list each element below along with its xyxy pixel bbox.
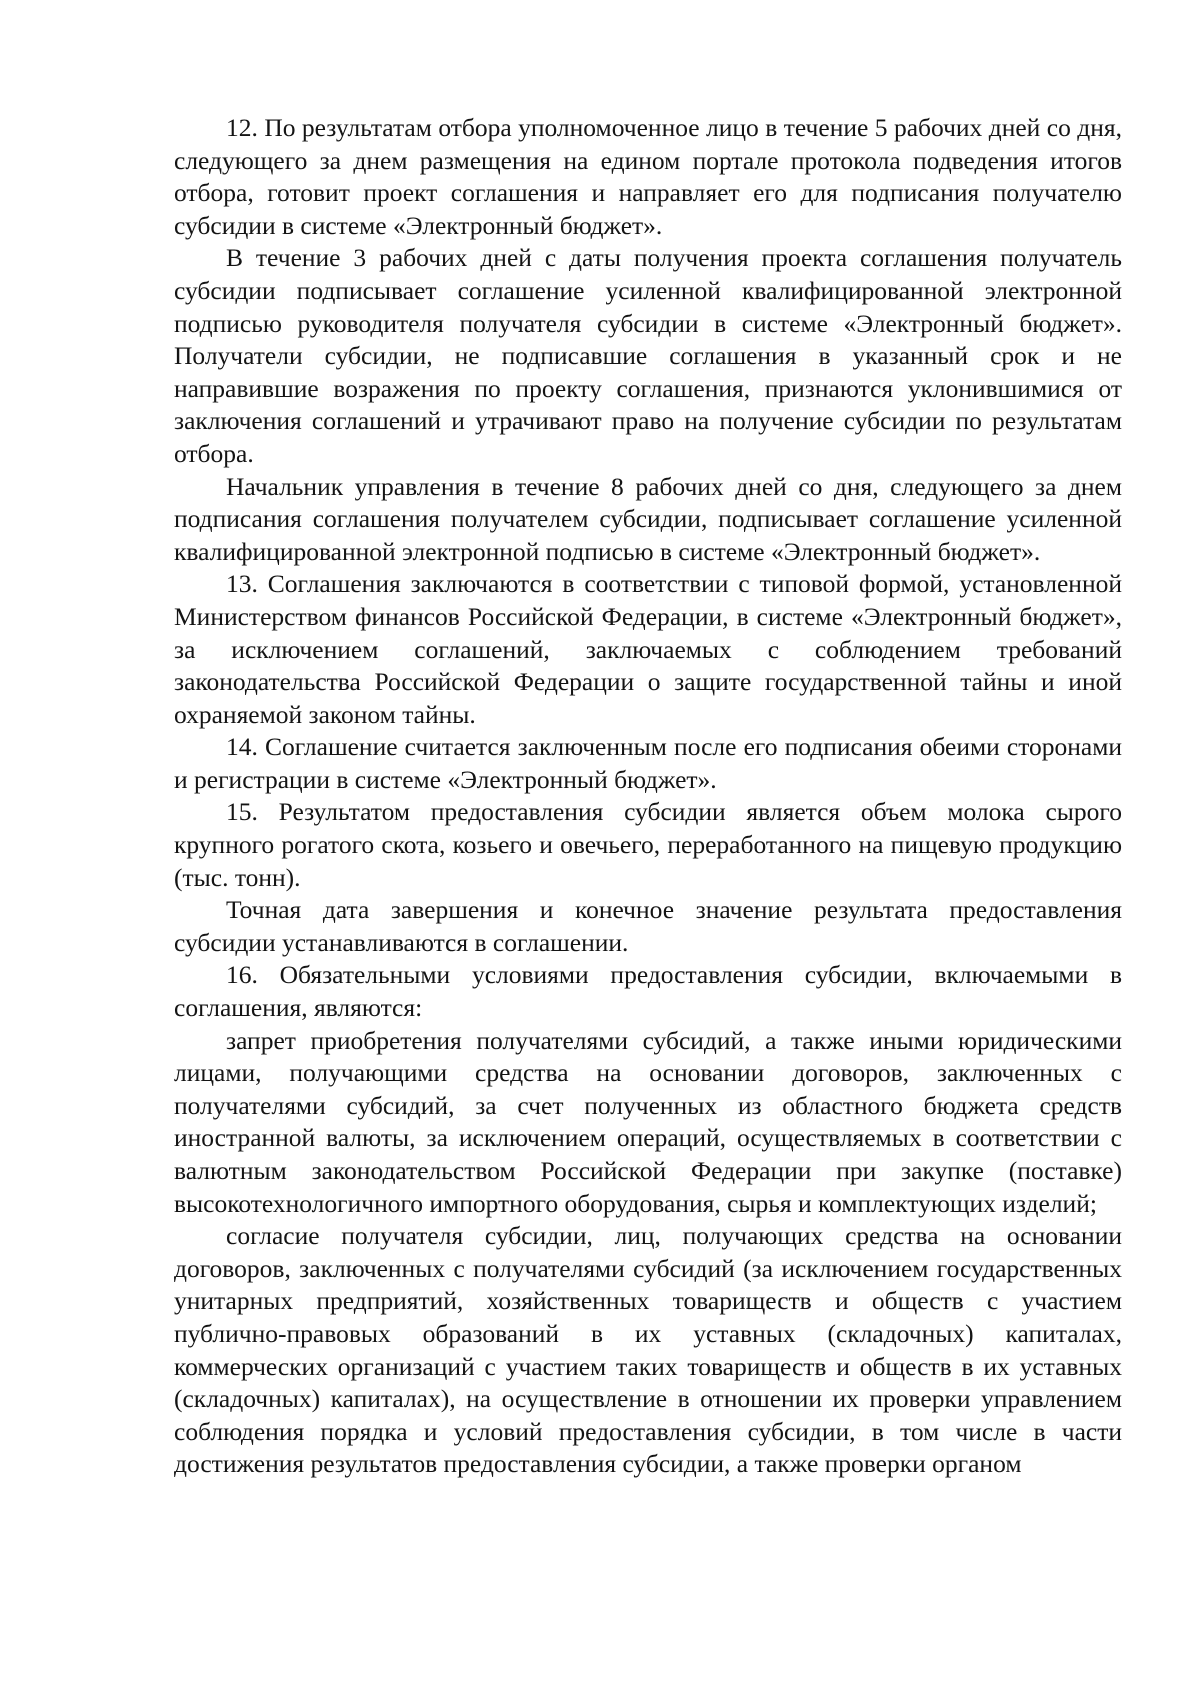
document-page	[174, 112, 1122, 1481]
paragraph-consent: согласие получателя субсидии, лиц, получающих средства на основании договоров, заключенных с получателями субсидий (за исключением государственных унитарных предприятий, хозяйственных товариществ и обществ с участием публично-правовых образований в их уставных (складочных) капиталах, коммерческих организаций с участием таких товариществ и обществ в их уставных (складочных) капиталах), на осуществление в отношении их проверки управлением соблюдения порядка и условий предоставления субсидии, в том числе в части достижения результатов предоставления субсидии, а также проверки органом	[174, 1221, 1122, 1479]
paragraph-16: 16. Обязательными условиями предоставления субсидии, включаемыми в соглашения, являются:	[174, 960, 1122, 1023]
paragraph-12: 12. По результатам отбора уполномоченное лицо в течение 5 рабочих дней со дня, следующего за днем размещения на едином портале протокола подведения итогов отбора, готовит проект соглашения и направляет его для подписания получателю субсидии в системе «Электронный бюджет».	[174, 113, 1122, 240]
paragraph-currency-ban: запрет приобретения получателями субсидий, а также иными юридическими лицами, получающими средства на основании договоров, заключенных с получателями субсидий, за счет полученных из областного бюджета средств иностранной валюты, за исключением операций, осуществляемых в соответствии с валютным законодательством Российской Федерации при закупке (поставке) высокотехнологичного импортного оборудования, сырья и комплектующих изделий;	[174, 1025, 1122, 1218]
paragraph-result-date: Точная дата завершения и конечное значение результата предоставления субсидии устанавливаются в соглашении.	[174, 895, 1122, 957]
paragraph-signing-term: В течение 3 рабочих дней с даты получения проекта соглашения получатель субсидии подписывает соглашение усиленной квалифицированной электронной подписью руководителя получателя субсидии в системе «Электронный бюджет». Получатели субсидии, не подписавшие соглашения в указанный срок и не направившие возражения по проекту соглашения, признаются уклонившимися от заключения соглашений и утрачивают право на получение субсидии по результатам отбора.	[174, 243, 1122, 468]
paragraph-13: 13. Соглашения заключаются в соответствии с типовой формой, установленной Министерством финансов Российской Федерации, в системе «Электронный бюджет», за исключением соглашений, заключаемых с соблюдением требований законодательства Российской Федерации о защите государственной тайны и иной охраняемой законом тайны.	[174, 569, 1122, 729]
paragraph-head-signing: Начальник управления в течение 8 рабочих дней со дня, следующего за днем подписания соглашения получателем субсидии, подписывает соглашение усиленной квалифицированной электронной подписью в системе «Электронный бюджет».	[174, 471, 1122, 566]
paragraph-14: 14. Соглашение считается заключенным после его подписания обеими сторонами и регистрации в системе «Электронный бюджет».	[174, 732, 1122, 794]
paragraph-15: 15. Результатом предоставления субсидии является объем молока сырого крупного рогатого скота, козьего и овечьего, переработанного на пищевую продукцию (тыс. тонн).	[174, 797, 1122, 892]
